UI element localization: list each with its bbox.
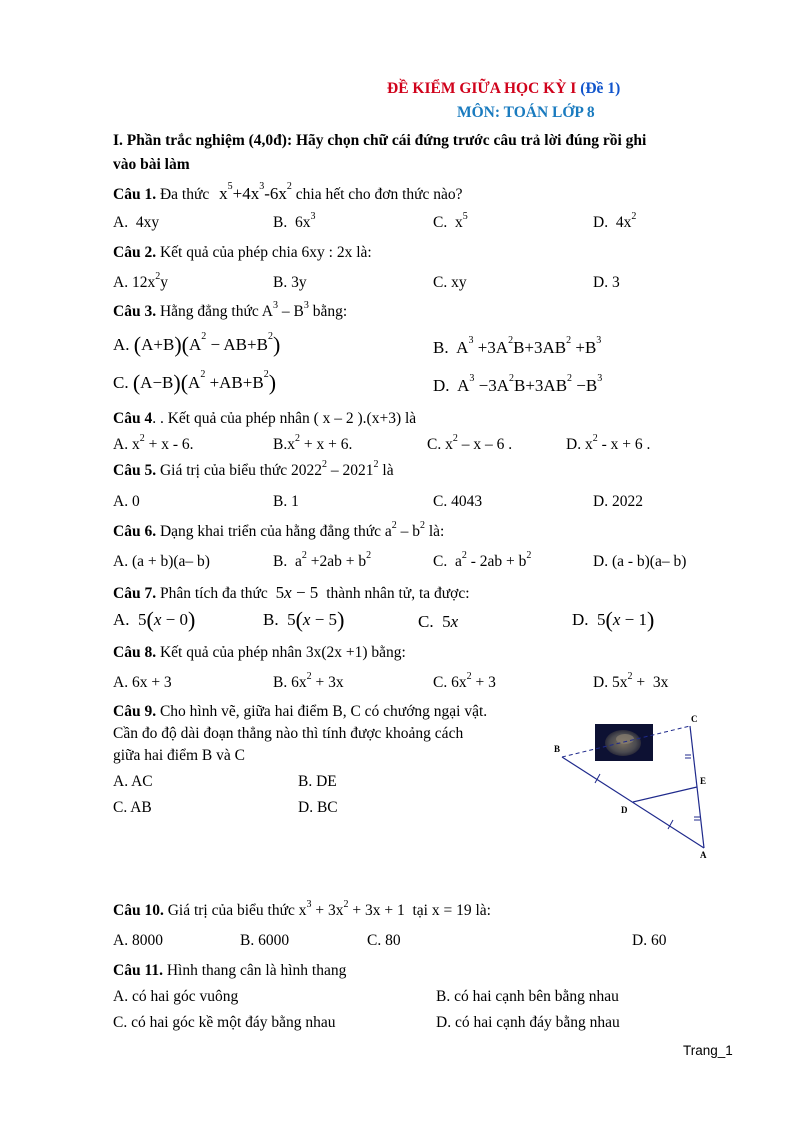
question-label: Câu 8. bbox=[113, 644, 157, 661]
question-4 bbox=[113, 410, 416, 428]
q7-expression: 5x − 5 bbox=[275, 583, 319, 602]
q5-option-d[interactable]: D. 2022 bbox=[593, 493, 643, 510]
question-text: Hình thang cân là hình thang bbox=[166, 962, 347, 979]
segment-de bbox=[633, 787, 697, 802]
question-5: Câu 5. Giá trị của biểu thức 2022$^2$ – 2021$^2$ là bbox=[113, 459, 394, 479]
question-text: Kết quả của phép nhân 3x(2x +1) bằng: bbox=[159, 644, 406, 661]
q9-option-d[interactable]: D. BC bbox=[298, 799, 338, 816]
exam-title-main: ĐỀ KIỂM GIỮA HỌC KỲ I bbox=[387, 80, 577, 97]
question-label: Câu 2. bbox=[113, 244, 157, 261]
question-text: bằng: bbox=[308, 303, 348, 320]
question-11 bbox=[113, 962, 346, 980]
question-label: Câu 3. bbox=[113, 303, 157, 320]
q6-option-c[interactable]: C. $a^2 - 2ab + b^2$ bbox=[433, 550, 532, 570]
q9-geometry-figure bbox=[550, 710, 720, 865]
q8-option-d[interactable]: D. $5x^2 + 3x$ bbox=[593, 671, 669, 691]
section-heading-line1: I. Phần trắc nghiệm (4,0đ): Hãy chọn chữ cái đứng trước câu trả lời đúng rồi ghi bbox=[113, 132, 647, 149]
question-7 bbox=[113, 583, 470, 603]
q8-option-a[interactable]: A. 6x + 3 bbox=[113, 674, 172, 691]
q4-option-c[interactable]: C. $x^2$ – x – 6 . bbox=[427, 433, 513, 453]
question-label: Câu 9. bbox=[113, 703, 157, 720]
q2-option-a[interactable]: A. $12x^2y$ bbox=[113, 271, 168, 291]
point-label-a: A bbox=[700, 850, 707, 860]
question-text: . . Kết quả của phép nhân ( x – 2 ).(x+3) là bbox=[152, 410, 417, 427]
q10-option-b[interactable]: B. 6000 bbox=[240, 932, 290, 949]
q3-option-d[interactable]: D. $A^3 -3A^2B+3AB^2 -B^3$ bbox=[433, 373, 603, 395]
q10-option-c[interactable]: C. 80 bbox=[367, 932, 401, 949]
q7-option-b[interactable]: B. 5(x − 5) bbox=[263, 607, 345, 632]
page-number: Trang_1 bbox=[683, 1043, 733, 1058]
q5-option-c[interactable]: C. 4043 bbox=[433, 493, 483, 510]
question-text: Phân tích đa thức bbox=[159, 585, 268, 602]
q4-option-d[interactable]: D. $x^2 - x + 6$ . bbox=[566, 433, 651, 453]
question-9-line3: giữa hai điểm B và C bbox=[113, 747, 245, 764]
q11-option-d[interactable]: D. có hai cạnh đáy bằng nhau bbox=[436, 1014, 620, 1031]
q11-option-a[interactable]: A. có hai góc vuông bbox=[113, 988, 239, 1005]
q1-polynomial: $x^5+4x^3-6x^2$ bbox=[219, 181, 292, 203]
q9-option-a[interactable]: A. AC bbox=[113, 773, 153, 790]
point-label-d: D bbox=[621, 805, 628, 815]
question-8 bbox=[113, 644, 406, 662]
q1-option-b[interactable]: B. $6x^3$ bbox=[273, 211, 316, 231]
question-text: Giá trị của biểu thức x bbox=[167, 902, 307, 919]
question-label: Câu 6. bbox=[113, 523, 157, 540]
q9-option-c[interactable]: C. AB bbox=[113, 799, 152, 816]
question-9-line2: Cần đo độ dài đoạn thẳng nào thì tính được khoảng cách bbox=[113, 725, 464, 742]
q4-option-a[interactable]: A. $x^2 + x - 6$. bbox=[113, 433, 194, 453]
exam-title-suffix: (Đề 1) bbox=[580, 80, 621, 97]
point-label-c: C bbox=[691, 714, 698, 724]
question-2 bbox=[113, 244, 372, 262]
q10-option-d[interactable]: D. 60 bbox=[632, 932, 667, 949]
q7-option-c[interactable]: C. 5x bbox=[418, 612, 459, 631]
question-text: – 2021 bbox=[327, 462, 374, 479]
question-text: Giá trị của biểu thức 2022 bbox=[159, 462, 323, 479]
question-9 bbox=[113, 703, 487, 721]
question-text: Đa thức bbox=[159, 186, 210, 203]
q5-option-a[interactable]: A. 0 bbox=[113, 493, 140, 510]
question-label: Câu 1. bbox=[113, 186, 157, 203]
question-label: Câu 10. bbox=[113, 902, 164, 919]
question-text: Hằng đẳng thức A bbox=[159, 303, 273, 320]
question-1 bbox=[113, 181, 463, 204]
question-10: Câu 10. Giá trị của biểu thức $x^3 + 3x^2 + 3x + 1$ tại x = 19 là: bbox=[113, 899, 491, 919]
question-3: Câu 3. Hằng đẳng thức $A^3 - B^3$ bằng: bbox=[113, 300, 348, 320]
q1-option-c[interactable]: C. $x^5$ bbox=[433, 211, 468, 231]
question-text: là: bbox=[424, 523, 445, 540]
segment-ba bbox=[562, 757, 707, 848]
q2-option-c[interactable]: C. xy bbox=[433, 274, 467, 291]
section-heading-line2: vào bài làm bbox=[113, 156, 190, 173]
exam-title bbox=[387, 80, 620, 98]
question-text: Kết quả của phép chia 6xy : 2x là: bbox=[159, 244, 372, 261]
q7-option-d[interactable]: D. 5(x − 1) bbox=[572, 607, 655, 632]
exam-subtitle: MÔN: TOÁN LỚP 8 bbox=[457, 104, 595, 121]
question-label: Câu 4 bbox=[113, 410, 153, 427]
q3-option-a[interactable]: A. $(A+B)(A^2 - AB+B^2)$ bbox=[113, 331, 281, 357]
q8-option-b[interactable]: B. $6x^2 + 3x$ bbox=[273, 671, 344, 691]
q11-option-b[interactable]: B. có hai cạnh bên bằng nhau bbox=[436, 988, 619, 1005]
rock-highlight bbox=[616, 734, 634, 744]
q2-option-b[interactable]: B. 3y bbox=[273, 274, 307, 291]
q6-option-d[interactable]: D. (a - b)(a– b) bbox=[593, 553, 687, 570]
q10-option-a[interactable]: A. 8000 bbox=[113, 932, 163, 949]
question-text: thành nhân tử, ta được: bbox=[326, 585, 470, 602]
q3-option-c[interactable]: C. $(A-B)(A^2 +AB+B^2)$ bbox=[113, 369, 277, 395]
q7-option-a[interactable]: A. 5(x − 0) bbox=[113, 607, 196, 632]
q1-option-a[interactable]: A. 4xy bbox=[113, 214, 160, 231]
point-label-b: B bbox=[554, 744, 561, 754]
question-text: chia hết cho đơn thức nào? bbox=[295, 186, 463, 203]
q8-option-c[interactable]: C. $6x^2 + 3$ bbox=[433, 671, 496, 691]
question-text: Cho hình vẽ, giữa hai điểm B, C có chướng ngại vật. bbox=[159, 703, 488, 720]
q1-option-d[interactable]: D. $4x^2$ bbox=[593, 211, 637, 231]
point-label-e: E bbox=[700, 776, 707, 786]
option-text: A. 12x bbox=[113, 274, 156, 291]
question-text: – b bbox=[396, 523, 420, 540]
q2-option-d[interactable]: D. 3 bbox=[593, 274, 620, 291]
question-text: Dạng khai triển của hằng đẳng thức a bbox=[159, 523, 392, 540]
question-text: là bbox=[378, 462, 394, 479]
q4-option-b[interactable]: $B.x^2 + x + 6$. bbox=[273, 433, 353, 453]
question-label: Câu 11. bbox=[113, 962, 163, 979]
q6-option-b[interactable]: B. $a^2 +2ab + b^2$ bbox=[273, 550, 372, 570]
q3-option-b[interactable]: B. $A^3 +3A^2B+3AB^2 +B^3$ bbox=[433, 335, 602, 357]
q5-option-b[interactable]: B. 1 bbox=[273, 493, 299, 510]
q9-option-b[interactable]: B. DE bbox=[298, 773, 337, 790]
question-label: Câu 7. bbox=[113, 585, 157, 602]
question-text: – B bbox=[277, 303, 304, 320]
q11-option-c[interactable]: C. có hai góc kề một đáy bằng nhau bbox=[113, 1014, 336, 1031]
q6-option-a[interactable]: A. (a + b)(a– b) bbox=[113, 553, 210, 570]
question-6: Câu 6. Dạng khai triển của hằng đẳng thức $a^2 - b^2$ là: bbox=[113, 520, 445, 540]
question-label: Câu 5. bbox=[113, 462, 157, 479]
